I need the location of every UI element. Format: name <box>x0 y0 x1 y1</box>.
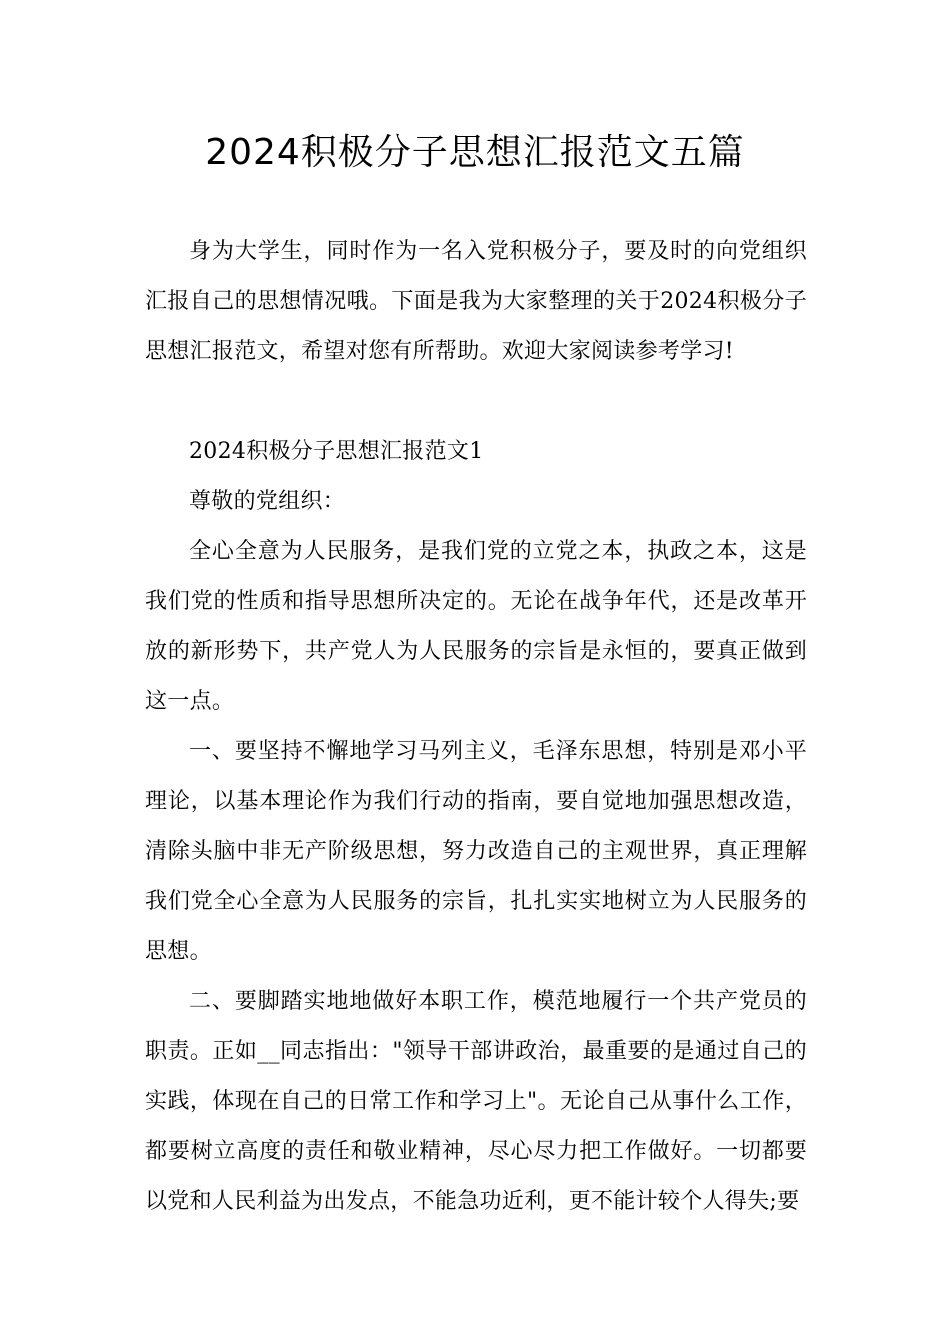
spacer <box>145 377 807 427</box>
body-paragraph-2: 一、要坚持不懈地学习马列主义，毛泽东思想，特别是邓小平理论，以基本理论作为我们行动的指南，要自觉地加强思想改造，清除头脑中非无产阶级思想，努力改造自己的主观世界，真正理解我们党全心全意为人民服务的宗旨，扎扎实实地树立为人民服务的思想。 <box>145 739 807 964</box>
document-body <box>145 227 807 1227</box>
body-paragraph-1: 全心全意为人民服务，是我们党的立党之本，执政之本，这是我们党的性质和指导思想所决定的。无论在战争年代，还是改革开放的新形势下，共产党人为人民服务的宗旨是永恒的，要真正做到这一点。 <box>145 539 807 714</box>
document-title: 2024积极分子思想汇报范文五篇 <box>205 132 745 173</box>
section-heading: 2024积极分子思想汇报范文1 <box>189 439 484 464</box>
intro-paragraph: 身为大学生，同时作为一名入党积极分子，要及时的向党组织汇报自己的思想情况哦。下面是我为大家整理的关于2024积极分子思想汇报范文，希望对您有所帮助。欢迎大家阅读参考学习! <box>145 239 807 364</box>
body-paragraph-3: 二、要脚踏实地地做好本职工作，模范地履行一个共产党员的职责。正如__同志指出："领导干部讲政治，最重要的是通过自己的实践，体现在自己的日常工作和学习上"。无论自己从事什么工作，都要树立高度的责任和敬业精神，尽心尽力把工作做好。一切都要以党和人民利益为出发点，不能急功近利，更不能计较个人得失;要 <box>145 989 807 1214</box>
salutation: 尊敬的党组织： <box>189 489 346 514</box>
